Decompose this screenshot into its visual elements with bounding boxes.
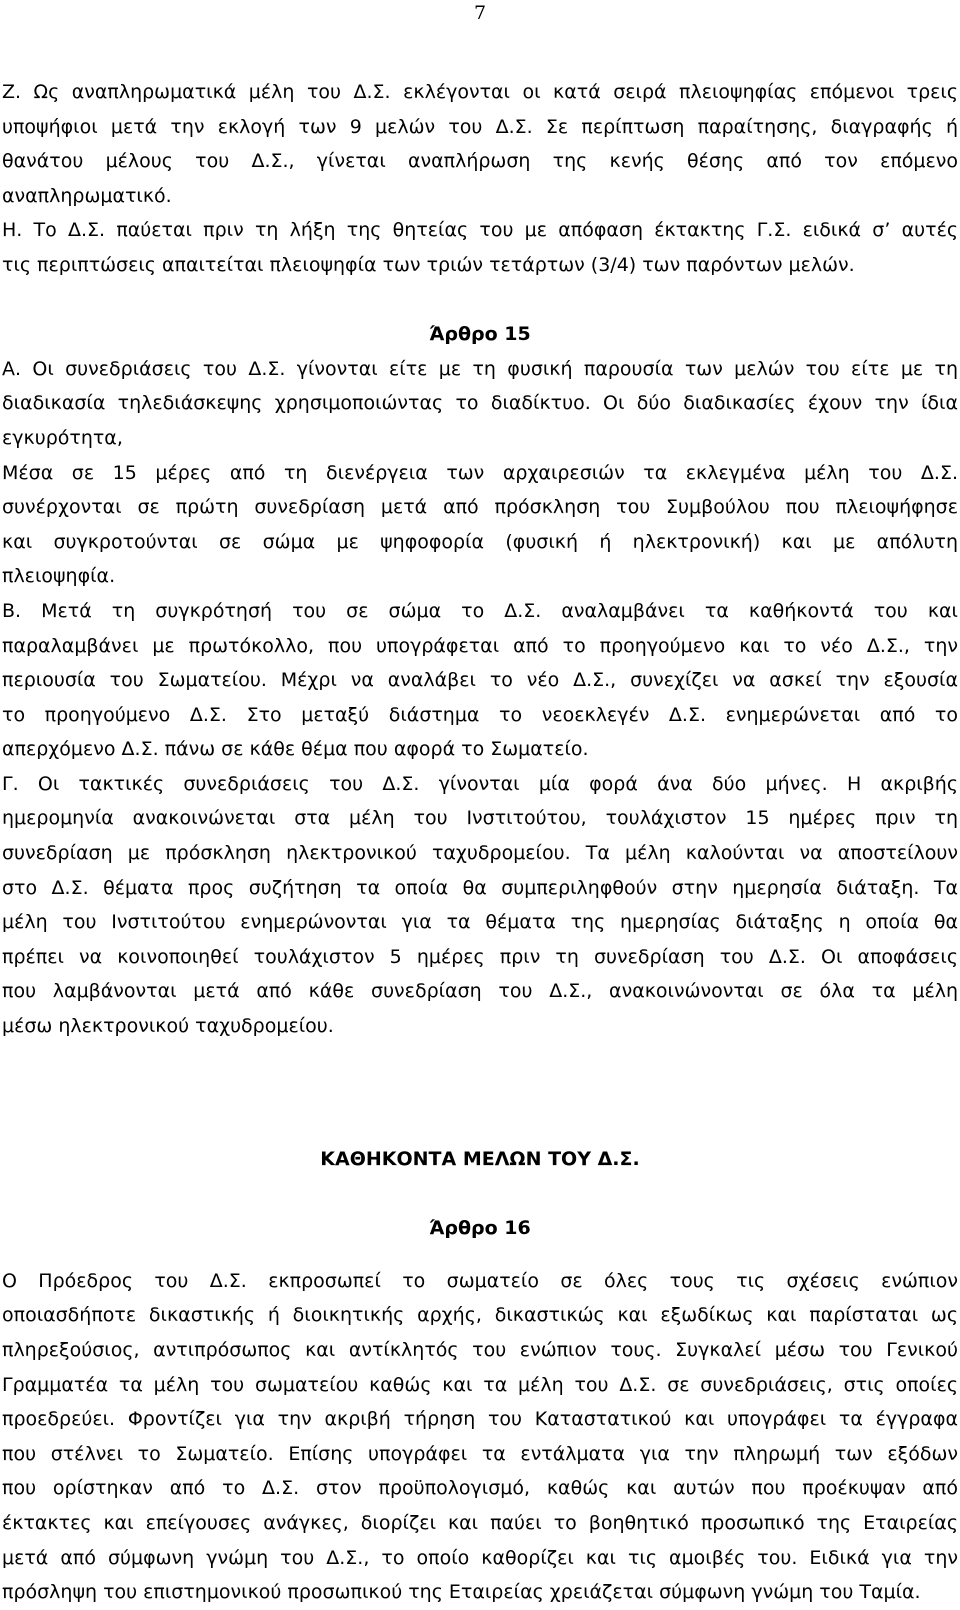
paragraph-line: έκτακτες και επείγουσες ανάγκες, διορίζει και παύει το βοηθητικό προσωπικό της Εταιρείας — [2, 1511, 958, 1534]
paragraph-line: οποιασδήποτε δικαστικής ή διοικητικής αρχής, δικαστικώς και εξωδίκως και παρίσταται ως — [2, 1304, 958, 1327]
paragraph-line: Γραμματέα τα μέλη του σωματείου καθώς και τα μέλη του Δ.Σ. σε συνεδριάσεις, στις οποίες — [2, 1373, 958, 1396]
paragraph-line: που ορίστηκαν από το Δ.Σ. στον προϋπολογισμό, καθώς και αυτών που προέκυψαν από — [2, 1477, 958, 1500]
paragraph-line: Η. Το Δ.Σ. παύεται πριν τη λήξη της θητείας του με απόφαση έκτακτης Γ.Σ. ειδικά σ’ αυτές — [2, 219, 958, 242]
article-16-title: Άρθρο 16 — [429, 1217, 531, 1240]
paragraph-line: πλειοψηφία. — [2, 565, 116, 588]
paragraph-line: περιουσία του Σωματείου. Μέχρι να αναλάβει το νέο Δ.Σ., συνεχίζει να ασκεί την εξουσία — [2, 669, 958, 692]
paragraph-line: που στέλνει το Σωματείο. Επίσης υπογράφει τα εντάλματα για την πληρωμή των εξόδων — [2, 1442, 958, 1465]
page-number: 7 — [474, 2, 487, 24]
paragraph-line: Β. Μετά τη συγκρότησή του σε σώμα το Δ.Σ. αναλαμβάνει τα καθήκοντά του και — [2, 599, 958, 622]
document-body — [2, 75, 958, 1610]
paragraph-line: Ζ. Ως αναπληρωματικά μέλη του Δ.Σ. εκλέγονται οι κατά σειρά πλειοψηφίας επόμενοι τρεις — [2, 81, 958, 103]
paragraph-line: Μέσα σε 15 μέρες από τη διενέργεια των αρχαιρεσιών τα εκλεγμένα μέλη του Δ.Σ. — [2, 461, 958, 484]
paragraph-line: πληρεξούσιος, αντιπρόσωπος και αντίκλητός του ενώπιον τους. Συγκαλεί μέσω του Γενικού — [2, 1339, 958, 1361]
paragraph-line: παραλαμβάνει με πρωτόκολλο, που υπογράφεται από το προηγούμενο και το νέο Δ.Σ., την — [2, 634, 958, 657]
paragraph-line: μέσω ηλεκτρονικού ταχυδρομείου. — [2, 1015, 334, 1038]
paragraph-line: Α. Οι συνεδριάσεις του Δ.Σ. γίνονται είτε με τη φυσική παρουσία των μελών του είτε με τη — [2, 357, 958, 380]
paragraph-line: συνεδρίαση με πρόσκληση ηλεκτρονικού ταχυδρομείου. Τα μέλη καλούνται να αποστείλουν — [2, 842, 958, 865]
paragraph-line: Ο Πρόεδρος του Δ.Σ. εκπροσωπεί το σωματείο σε όλες τους τις σχέσεις ενώπιον — [2, 1269, 958, 1292]
article-16-body — [2, 1264, 958, 1610]
paragraph-line: μέλη του Ινστιτούτου ενημερώνονται για τα θέματα της ημερησίας διάταξης η οποία θα — [2, 911, 958, 934]
paragraph-line: μετά από σύμφωνη γνώμη του Δ.Σ., το οποίο καθορίζει και τις αμοιβές του. Ειδικά για την — [2, 1546, 958, 1569]
paragraph-line: το προηγούμενο Δ.Σ. Στο μεταξύ διάστημα το νεοεκλεγέν Δ.Σ. ενημερώνεται από το — [2, 703, 958, 726]
paragraph-line: διαδικασία τηλεδιάσκεψης χρησιμοποιώντας το διαδίκτυο. Οι δύο διαδικασίες έχουν την ίδια — [2, 392, 958, 415]
duties-heading: ΚΑΘΗΚΟΝΤΑ ΜΕΛΩΝ ΤΟΥ Δ.Σ. — [320, 1147, 640, 1170]
paragraph-line: Γ. Οι τακτικές συνεδριάσεις του Δ.Σ. γίνονται μία φορά άνα δύο μήνες. Η ακριβής — [2, 772, 958, 795]
paragraph-line: αναπληρωματικό. — [2, 184, 172, 207]
section-z-h — [2, 75, 958, 283]
paragraph-line: εγκυρότητα, — [2, 426, 123, 449]
article-15-title: Άρθρο 15 — [429, 323, 531, 346]
paragraph-line: και συγκροτούνται σε σώμα με ψηφοφορία (φυσική ή ηλεκτρονική) και με απόλυτη — [2, 530, 958, 553]
paragraph-line: θανάτου μέλους του Δ.Σ., γίνεται αναπλήρωση της κενής θέσης από τον επόμενο — [2, 150, 958, 173]
paragraph-line: που λαμβάνονται μετά από κάθε συνεδρίαση του Δ.Σ., ανακοινώνονται σε όλα τα μέλη — [2, 980, 958, 1003]
paragraph-line: απερχόμενο Δ.Σ. πάνω σε κάθε θέμα που αφορά το Σωματείο. — [2, 738, 589, 761]
paragraph-line: υποψήφιοι μετά την εκλογή των 9 μελών του Δ.Σ. Σε περίπτωση παραίτησης, διαγραφής ή — [2, 115, 958, 138]
paragraph-line: τις περιπτώσεις απαιτείται πλειοψηφία των τριών τετάρτων (3/4) των παρόντων μελών. — [2, 253, 855, 276]
paragraph-line: ημερομηνία ανακοινώνεται στα μέλη του Ινστιτούτου, τουλάχιστον 15 ημέρες πριν τη — [2, 807, 958, 830]
paragraph-line: πρόσληψη του επιστημονικού προσωπικού της Εταιρείας χρειάζεται σύμφωνη γνώμη του Ταμία. — [2, 1581, 921, 1604]
paragraph-line: συνέρχονται σε πρώτη συνεδρίαση μετά από πρόσκληση του Συμβούλου που πλειοψήφησε — [2, 496, 958, 519]
paragraph-line: προεδρεύει. Φροντίζει για την ακριβή τήρηση του Καταστατικού και υπογράφει τα έγγραφα — [2, 1408, 958, 1431]
article-15-body — [2, 352, 958, 1044]
paragraph-line: στο Δ.Σ. θέματα προς συζήτηση τα οποία θα συμπεριληφθούν στην ημερησία διάταξη. Τα — [2, 876, 958, 899]
paragraph-line: πρέπει να κοινοποιηθεί τουλάχιστον 5 ημέρες πριν τη συνεδρίαση του Δ.Σ. Οι αποφάσεις — [2, 945, 958, 968]
